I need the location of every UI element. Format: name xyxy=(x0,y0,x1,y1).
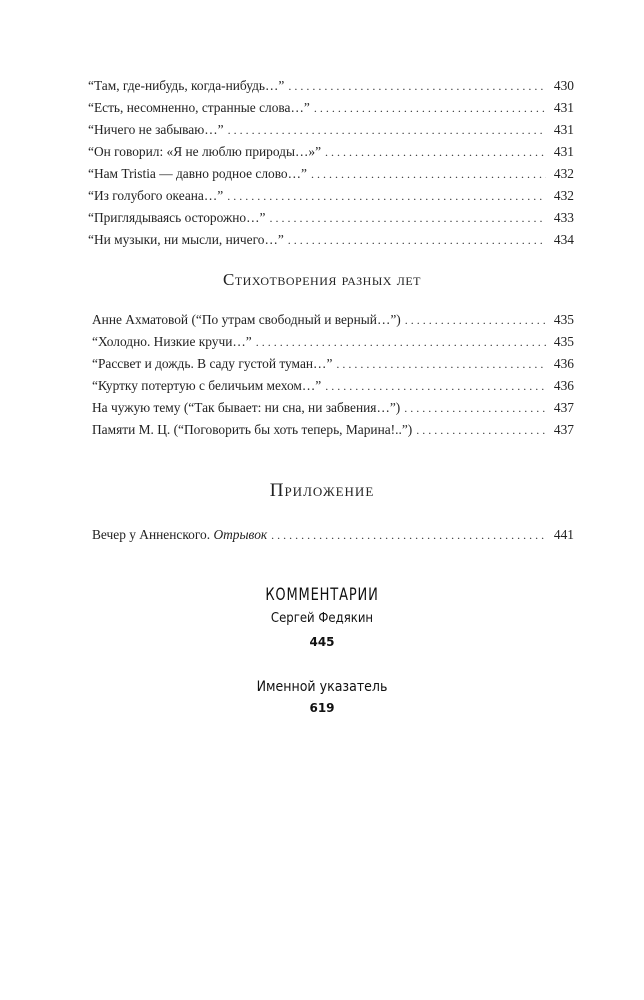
commentary-title: КОММЕНТАРИИ xyxy=(265,585,379,605)
toc-entry-page: 432 xyxy=(553,166,574,181)
toc-entry xyxy=(92,376,574,396)
toc-entry-title: “Приглядываясь осторожно…” xyxy=(88,210,266,225)
leader-dots xyxy=(288,76,546,96)
toc-entry xyxy=(88,76,574,96)
leader-dots xyxy=(271,525,546,545)
toc-entry-title: “Ни музыки, ни мысли, ничего…” xyxy=(88,232,284,247)
section-heading-various: Стихотворения разных лет xyxy=(222,270,421,289)
commentary-page: 445 xyxy=(309,635,335,649)
toc-entry-title: “Он говорил: «Я не люблю природы…»” xyxy=(88,144,322,159)
leader-dots xyxy=(311,164,546,184)
toc-entry-title: “Из голубого океана…” xyxy=(88,188,224,203)
leader-dots xyxy=(256,332,546,352)
toc-entry-title: “Есть, несомненно, странные слова…” xyxy=(88,100,310,115)
toc-entry-title: “Нам Tristia — давно родное слово…” xyxy=(88,166,307,181)
toc-entry xyxy=(92,420,574,440)
toc-entry-title: Анне Ахматовой (“По утрам свободный и верный…”) xyxy=(92,312,401,327)
toc-entry-title xyxy=(92,525,267,545)
index-title: Именной указатель xyxy=(256,679,388,695)
leader-dots xyxy=(227,186,546,206)
toc-entry-page: 441 xyxy=(553,527,574,542)
toc-entry xyxy=(88,230,574,250)
toc-entry-title: “Ничего не забываю…” xyxy=(88,122,224,137)
leader-dots xyxy=(416,420,546,440)
toc-entry-title: “Куртку потертую с беличьим мехом…” xyxy=(92,378,322,393)
toc-entry-title: “Рассвет и дождь. В саду густой туман…” xyxy=(92,356,333,371)
toc-entry-title: “Холодно. Низкие кручи…” xyxy=(92,334,252,349)
toc-entry-page: 435 xyxy=(553,334,574,349)
toc-entry-main-title: Вечер у Анненского. xyxy=(92,527,211,542)
toc-entry-page: 437 xyxy=(553,400,574,415)
toc-entry-page: 434 xyxy=(553,232,574,247)
toc-entry xyxy=(88,142,574,162)
leader-dots xyxy=(325,142,546,162)
leader-dots xyxy=(314,98,546,118)
toc-entry xyxy=(88,164,574,184)
toc-entry xyxy=(88,186,574,206)
leader-dots xyxy=(325,376,546,396)
toc-entry xyxy=(92,398,574,418)
toc-entry xyxy=(92,332,574,352)
toc-entry xyxy=(88,98,574,118)
toc-entry-page: 436 xyxy=(553,378,574,393)
toc-entry xyxy=(88,120,574,140)
commentary-author: Сергей Федякин xyxy=(270,611,374,626)
leader-dots xyxy=(405,310,546,330)
toc-entry-page: 433 xyxy=(553,210,574,225)
leader-dots xyxy=(228,120,546,140)
toc-entry xyxy=(88,208,574,228)
toc-entry-title: “Там, где-нибудь, когда-нибудь…” xyxy=(88,78,285,93)
section-heading-appendix: Приложение xyxy=(269,480,375,501)
toc-entry-page: 436 xyxy=(553,356,574,371)
leader-dots xyxy=(404,398,546,418)
toc-entry-page: 431 xyxy=(553,122,574,137)
toc-entry-page: 431 xyxy=(553,100,574,115)
leader-dots xyxy=(269,208,546,228)
index-page: 619 xyxy=(309,701,335,715)
toc-entry-page: 437 xyxy=(553,422,574,437)
toc-entry xyxy=(92,525,574,545)
toc-entry-title: Памяти М. Ц. (“Поговорить бы хоть теперь, Марина!..”) xyxy=(92,422,413,437)
leader-dots xyxy=(336,354,546,374)
toc-entry-page: 430 xyxy=(553,78,574,93)
toc-entry-title: На чужую тему (“Так бывает: ни сна, ни забвения…”) xyxy=(92,400,401,415)
toc-entry-page: 432 xyxy=(553,188,574,203)
toc-entry xyxy=(92,354,574,374)
leader-dots xyxy=(288,230,546,250)
toc-entry-page: 435 xyxy=(553,312,574,327)
toc-entry xyxy=(92,310,574,330)
toc-entry-page: 431 xyxy=(553,144,574,159)
toc-entry-subtitle: Отрывок xyxy=(213,527,268,542)
